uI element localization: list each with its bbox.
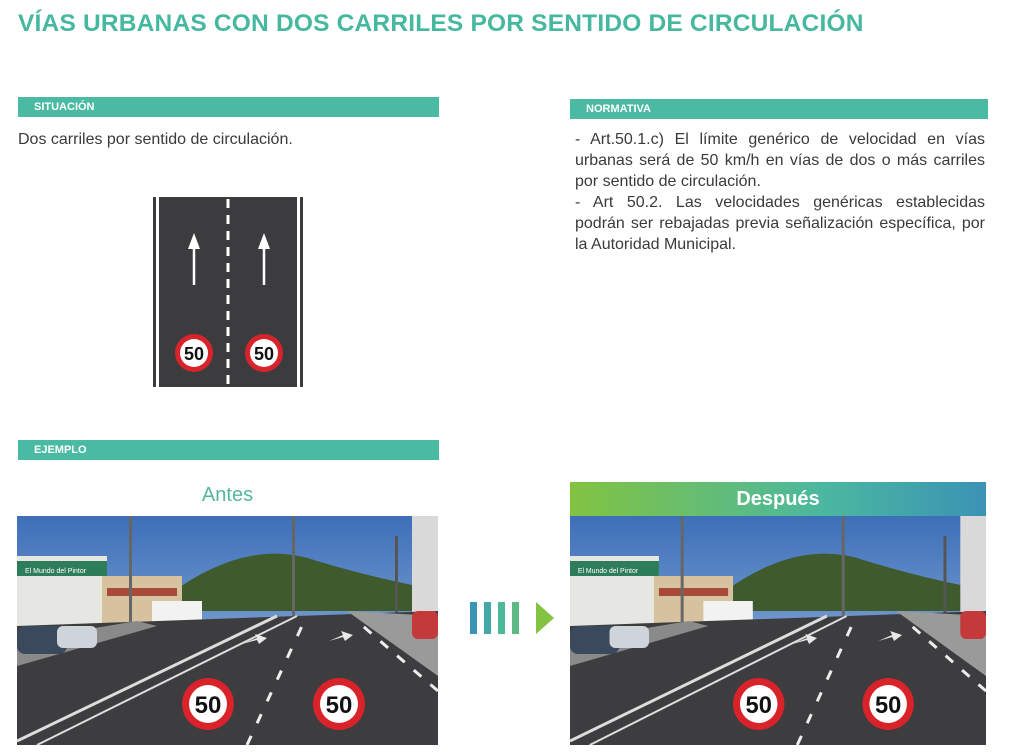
- section-header-normativa: NORMATIVA: [570, 99, 988, 119]
- speed-limit-sign: [182, 678, 234, 730]
- photo-antes: [17, 516, 438, 745]
- situacion-text: Dos carriles por sentido de circulación.: [18, 131, 293, 148]
- normativa-paragraph: - Art.50.1.c) El límite genérico de velocidad en vías urbanas será de 50 km/h en vías de dos o más carriles por sentido de circulación.: [575, 131, 985, 190]
- transition-arrow-icon: [470, 602, 555, 634]
- photo-despues: [570, 516, 986, 745]
- speed-limit-sign: [862, 678, 913, 730]
- section-header-situacion: SITUACIÓN: [18, 97, 439, 117]
- speed-limit-sign: [175, 334, 213, 372]
- speed-limit-sign: [245, 334, 283, 372]
- svg-text:El Mundo del Pintor: El Mundo del Pintor: [577, 567, 639, 576]
- normativa-paragraph: - Art 50.2. Las velocidades genéricas establecidas podrán ser rebajadas previa señalización específica, por la Autoridad Municipal.: [575, 194, 985, 253]
- page-title: VÍAS URBANAS CON DOS CARRILES POR SENTIDO DE CIRCULACIÓN: [18, 10, 864, 37]
- svg-text:50: 50: [874, 691, 902, 720]
- speed-limit-sign: [313, 678, 365, 730]
- speed-limit-sign: [733, 678, 784, 730]
- svg-text:50: 50: [325, 692, 353, 719]
- svg-text:El Mundo del Pintor: El Mundo del Pintor: [25, 568, 87, 575]
- section-header-ejemplo: EJEMPLO: [18, 440, 439, 460]
- normativa-text: [575, 129, 985, 255]
- svg-text:50: 50: [253, 344, 275, 364]
- svg-text:50: 50: [194, 692, 222, 719]
- svg-text:50: 50: [745, 691, 772, 720]
- svg-text:50: 50: [183, 344, 205, 364]
- antes-label: Antes: [201, 484, 254, 506]
- lane-diagram: [153, 197, 303, 387]
- despues-label: Después: [570, 482, 986, 516]
